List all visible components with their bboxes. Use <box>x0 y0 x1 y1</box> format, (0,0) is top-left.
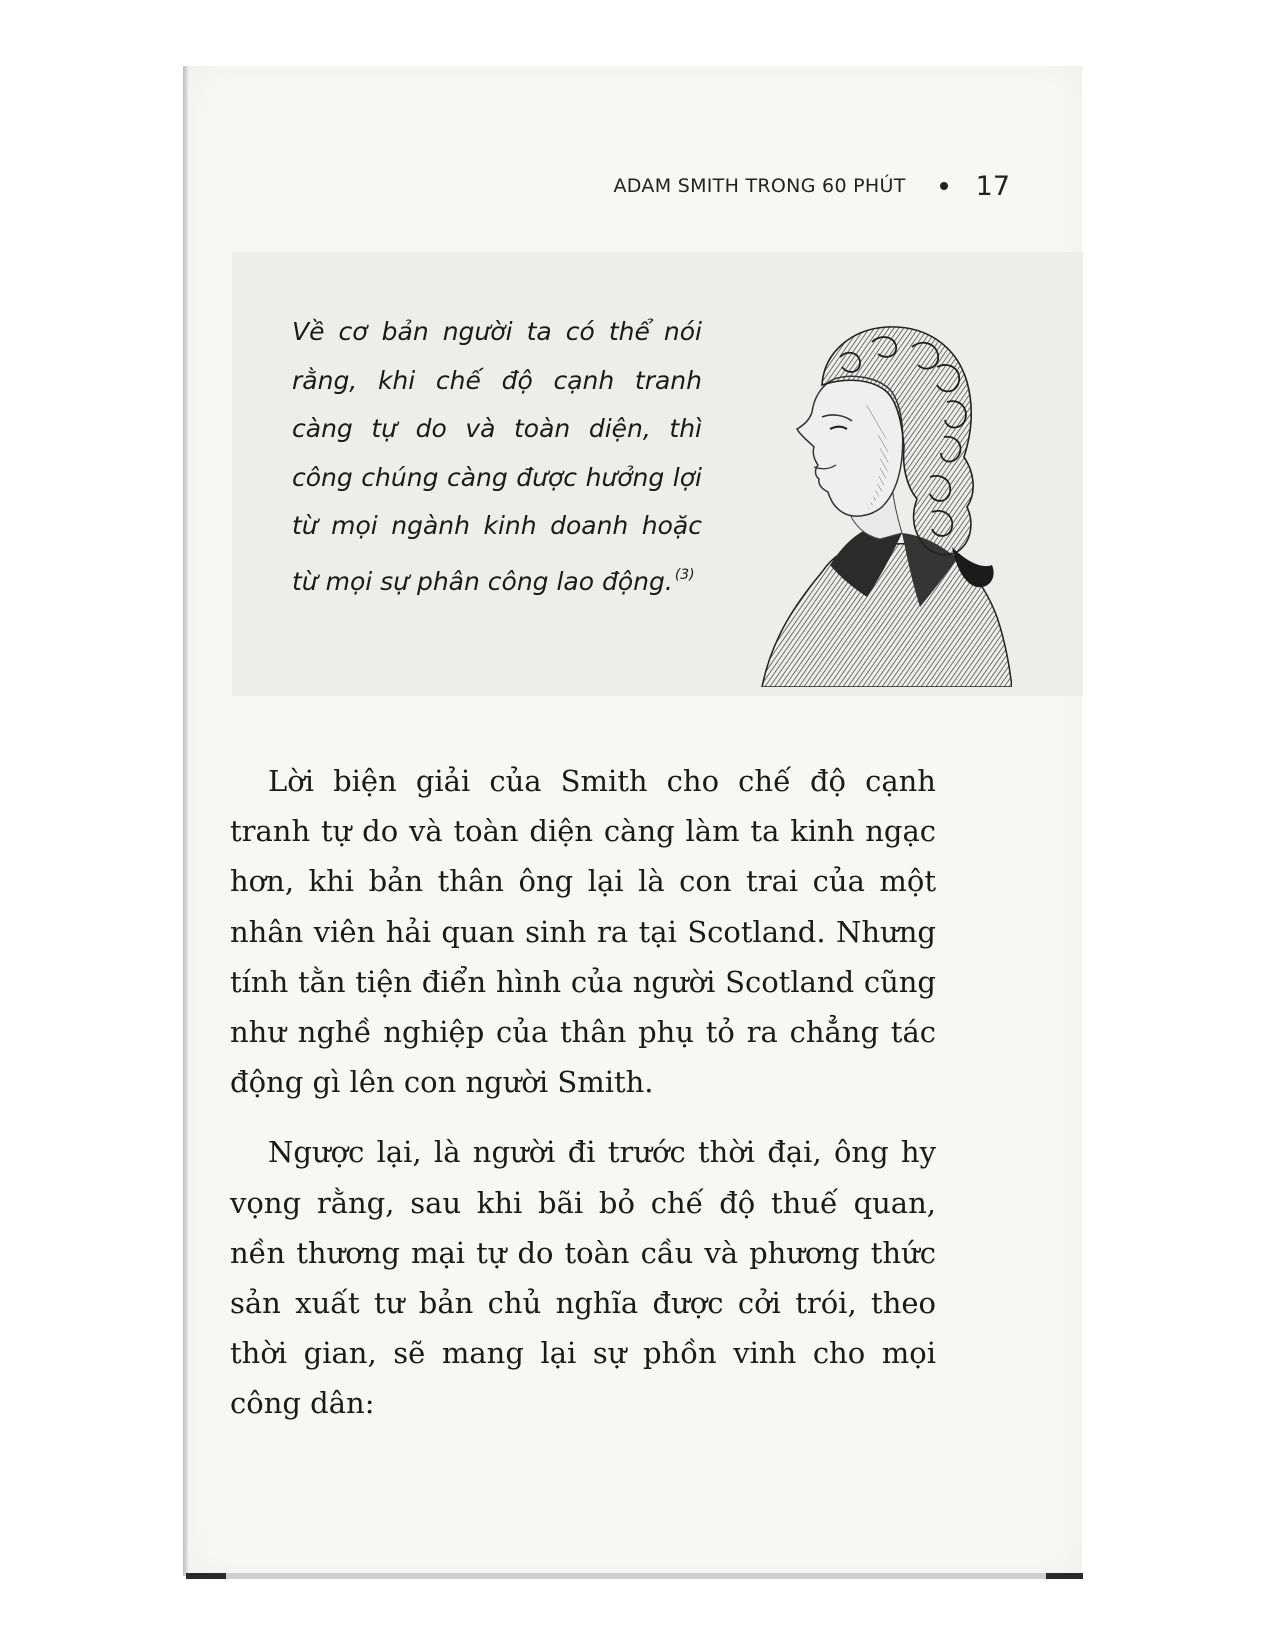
adam-smith-portrait-icon <box>752 307 1012 687</box>
body-paragraph-2: Ngược lại, là người đi trước thời đại, ông hy vọng rằng, sau khi bãi bỏ chế độ thuế quan, nền thương mại tự do toàn cầu và phương thức sản xuất tư bản chủ nghĩa được cởi trói, theo thời gian, sẽ mang lại sự phồn vinh cho mọi công dân: <box>230 1135 936 1421</box>
pull-quote-text: Về cơ bản người ta có thể nói rằng, khi chế độ cạnh tranh càng tự do và toàn diện, thì công chúng càng được hưởng lợi từ mọi ngành kinh doanh hoặc từ mọi sự phân công lao động. <box>292 317 702 596</box>
page-number: 17 <box>975 170 1010 202</box>
running-header <box>600 168 1010 204</box>
quote-box <box>232 252 1083 696</box>
pull-quote <box>292 308 702 606</box>
bullet-separator-icon <box>940 182 948 190</box>
body-text <box>230 756 936 1429</box>
page-bottom-edge <box>186 1573 1083 1579</box>
footnote-reference: (3) <box>674 566 695 583</box>
body-paragraph-1: Lời biện giải của Smith cho chế độ cạnh tranh tự do và toàn diện càng làm ta kinh ngạc hơn, khi bản thân ông lại là con trai của một nhân viên hải quan sinh ra tại Scotland. Nhưng tính tằn tiện điển hình của người Scotland cũng như nghề nghiệp của thân phụ tỏ ra chẳng tác động gì lên con người Smith. <box>230 764 936 1100</box>
running-title: ADAM SMITH TRONG 60 PHÚT <box>613 175 906 197</box>
